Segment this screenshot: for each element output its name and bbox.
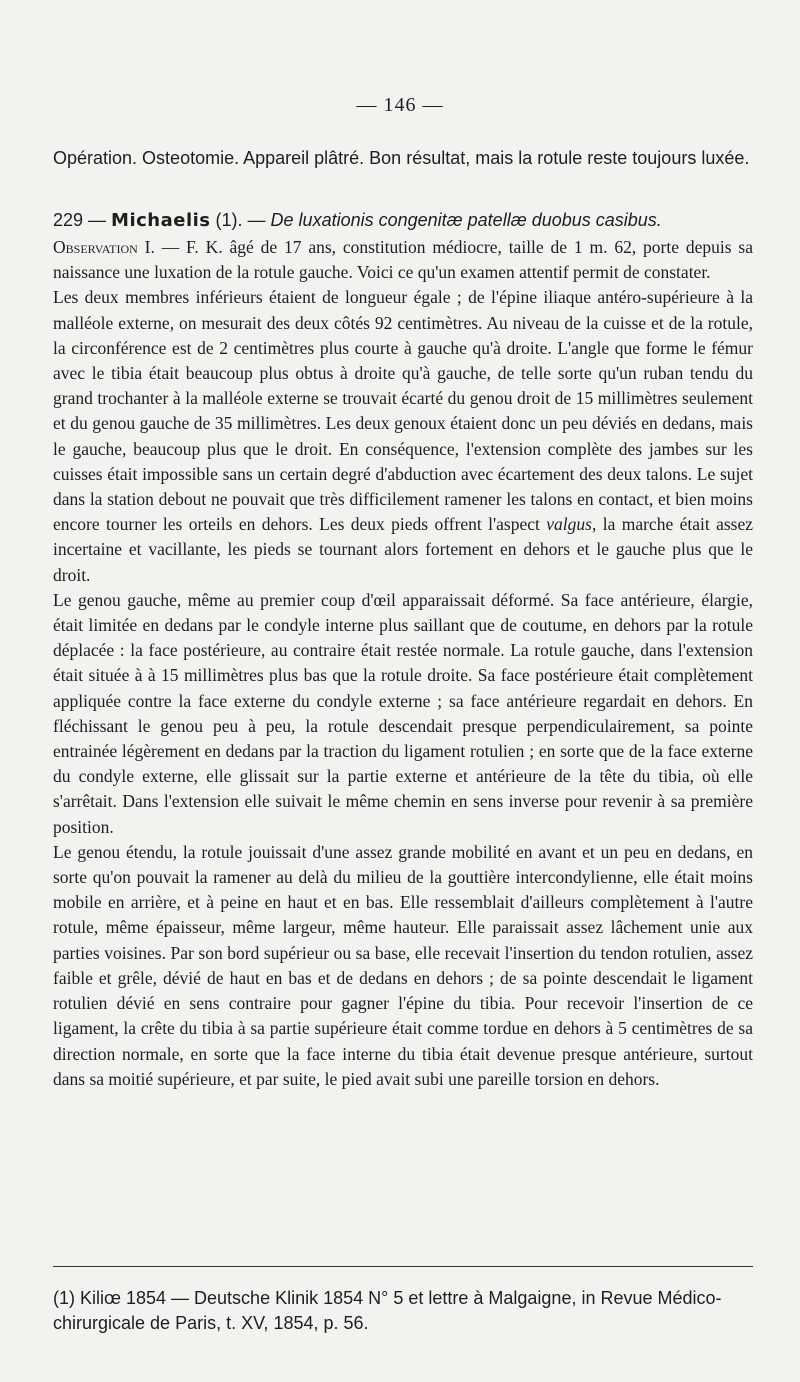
observation-paragraph-4: Le genou étendu, la rotule jouissait d'une assez grande mobilité en avant et un peu en dedans, en sorte qu'on pouvait la ramener au delà du milieu de la gouttière intercondylienne, elle était moins mobile en arrière, et à peine en haut et en bas. Elle ressemblait d'ailleurs complètement à l'autre rotule, même épaisseur, même largeur, même hauteur. Elle paraissait assez lâchement unie aux parties voisines. Par son bord supérieur ou sa base, elle recevait l'insertion du tendon rotulien, assez faible et grêle, dévié de haut en bas et de dedans en dehors ; de sa pointe descendait le ligament rotulien dévié en sens contraire pour gagner l'épine du tibia. Pour recevoir l'insertion de ce ligament, la crête du tibia à sa partie supérieure était comme tordue en dehors à 5 centimètres de sa direction normale, en sorte que la face interne du tibia était devenue presque antérieure, surtout dans sa moitié supérieure, et par suite, le pied avait subi une pareille torsion en dehors.	[53, 841, 753, 1089]
observation-body	[53, 235, 753, 1092]
page-number: — 146 —	[356, 94, 444, 116]
intro-paragraph: Opération. Osteotomie. Appareil plâtré. Bon résultat, mais la rotule reste toujours luxée.	[53, 148, 750, 168]
footnote-divider	[53, 1266, 753, 1267]
observation-text-1: — F. K. âgé de 17 ans, constitution médiocre, taille de 1 m. 62, porte depuis sa naissance une luxation de la rotule gauche. Voici ce qu'un examen attentif permit de constater.	[53, 237, 753, 283]
entry-note-ref: (1). —	[210, 210, 271, 230]
observation-paragraph-3: Le genou gauche, même au premier coup d'œil apparaissait déformé. Sa face antérieure, élargie, était limitée en dedans par le condyle interne plus saillant que de coutume, en dehors par la rotule déplacée : la face postérieure, au contraire était restée normale. La rotule gauche, dans l'extension était située à à 15 millimètres plus bas que la rotule droite. Sa face postérieure était complètement appliquée contre la face externe du condyle externe ; sa face antérieure regardait en dehors. En fléchissant le genou peu à peu, la rotule descendait presque perpendiculairement, sa pointe entrainée légèrement en dedans par la traction du ligament rotulien ; en sorte que de la face externe du condyle externe, elle glissait sur la partie externe et antérieure de la tête du tibia, où elle s'arrêtait. Dans l'extension elle suivait le même chemin en sens inverse pour revenir à sa première position.	[53, 589, 753, 837]
observation-text-2: Les deux membres inférieurs étaient de longueur égale ; de l'épine iliaque antéro-supérieure à la malléole externe, on mesurait des deux côtés 92 centimètres. Au niveau de la cuisse et de la rotule, la circonférence est de 2 centimètres plus courte à gauche qu'à droite. L'angle que forme le fémur avec le tibia était beaucoup plus obtus à droite qu'à gauche, de telle sorte qu'un ruban tendu du grand trochanter à la malléole externe se trouvait écarté du genou droit de 15 millimètres seulement et du genou gauche de 35 millimètres. Les deux genoux étaient donc un peu déviés en dedans, mais le gauche, beaucoup plus que le droit. En conséquence, l'extension complète des jambes sur les cuisses était impossible sans un certain degré d'abduction avec écartement des deux talons. Le sujet dans la station debout ne pouvait que très difficilement ramener les talons en contact, et bien moins encore tourner les orteils en dehors. Les deux pieds offrent l'aspect	[53, 287, 753, 535]
entry-title: De luxationis congenitæ patellæ duobus casibus.	[270, 210, 662, 230]
observation-paragraph-2	[53, 285, 753, 587]
observation-text-2-italic: valgus	[546, 514, 592, 535]
entry-number: 229 —	[53, 210, 112, 230]
observation-text-2-end: , la marche était assez incertaine et vacillante, les pieds se tournant alors fortement en dehors et le gauche plus que le droit.	[53, 514, 754, 585]
observation-paragraph-1	[53, 235, 753, 285]
entry-author: Michaelis	[111, 210, 211, 231]
observation-label: Observation I.	[53, 237, 155, 257]
footnote: (1) Kiliœ 1854 — Deutsche Klinik 1854 N° 5 et lettre à Malgaigne, in Revue Médico-chirurgicale de Paris, t. XV, 1854, p. 56.	[53, 1288, 722, 1333]
entry-heading	[53, 208, 753, 233]
